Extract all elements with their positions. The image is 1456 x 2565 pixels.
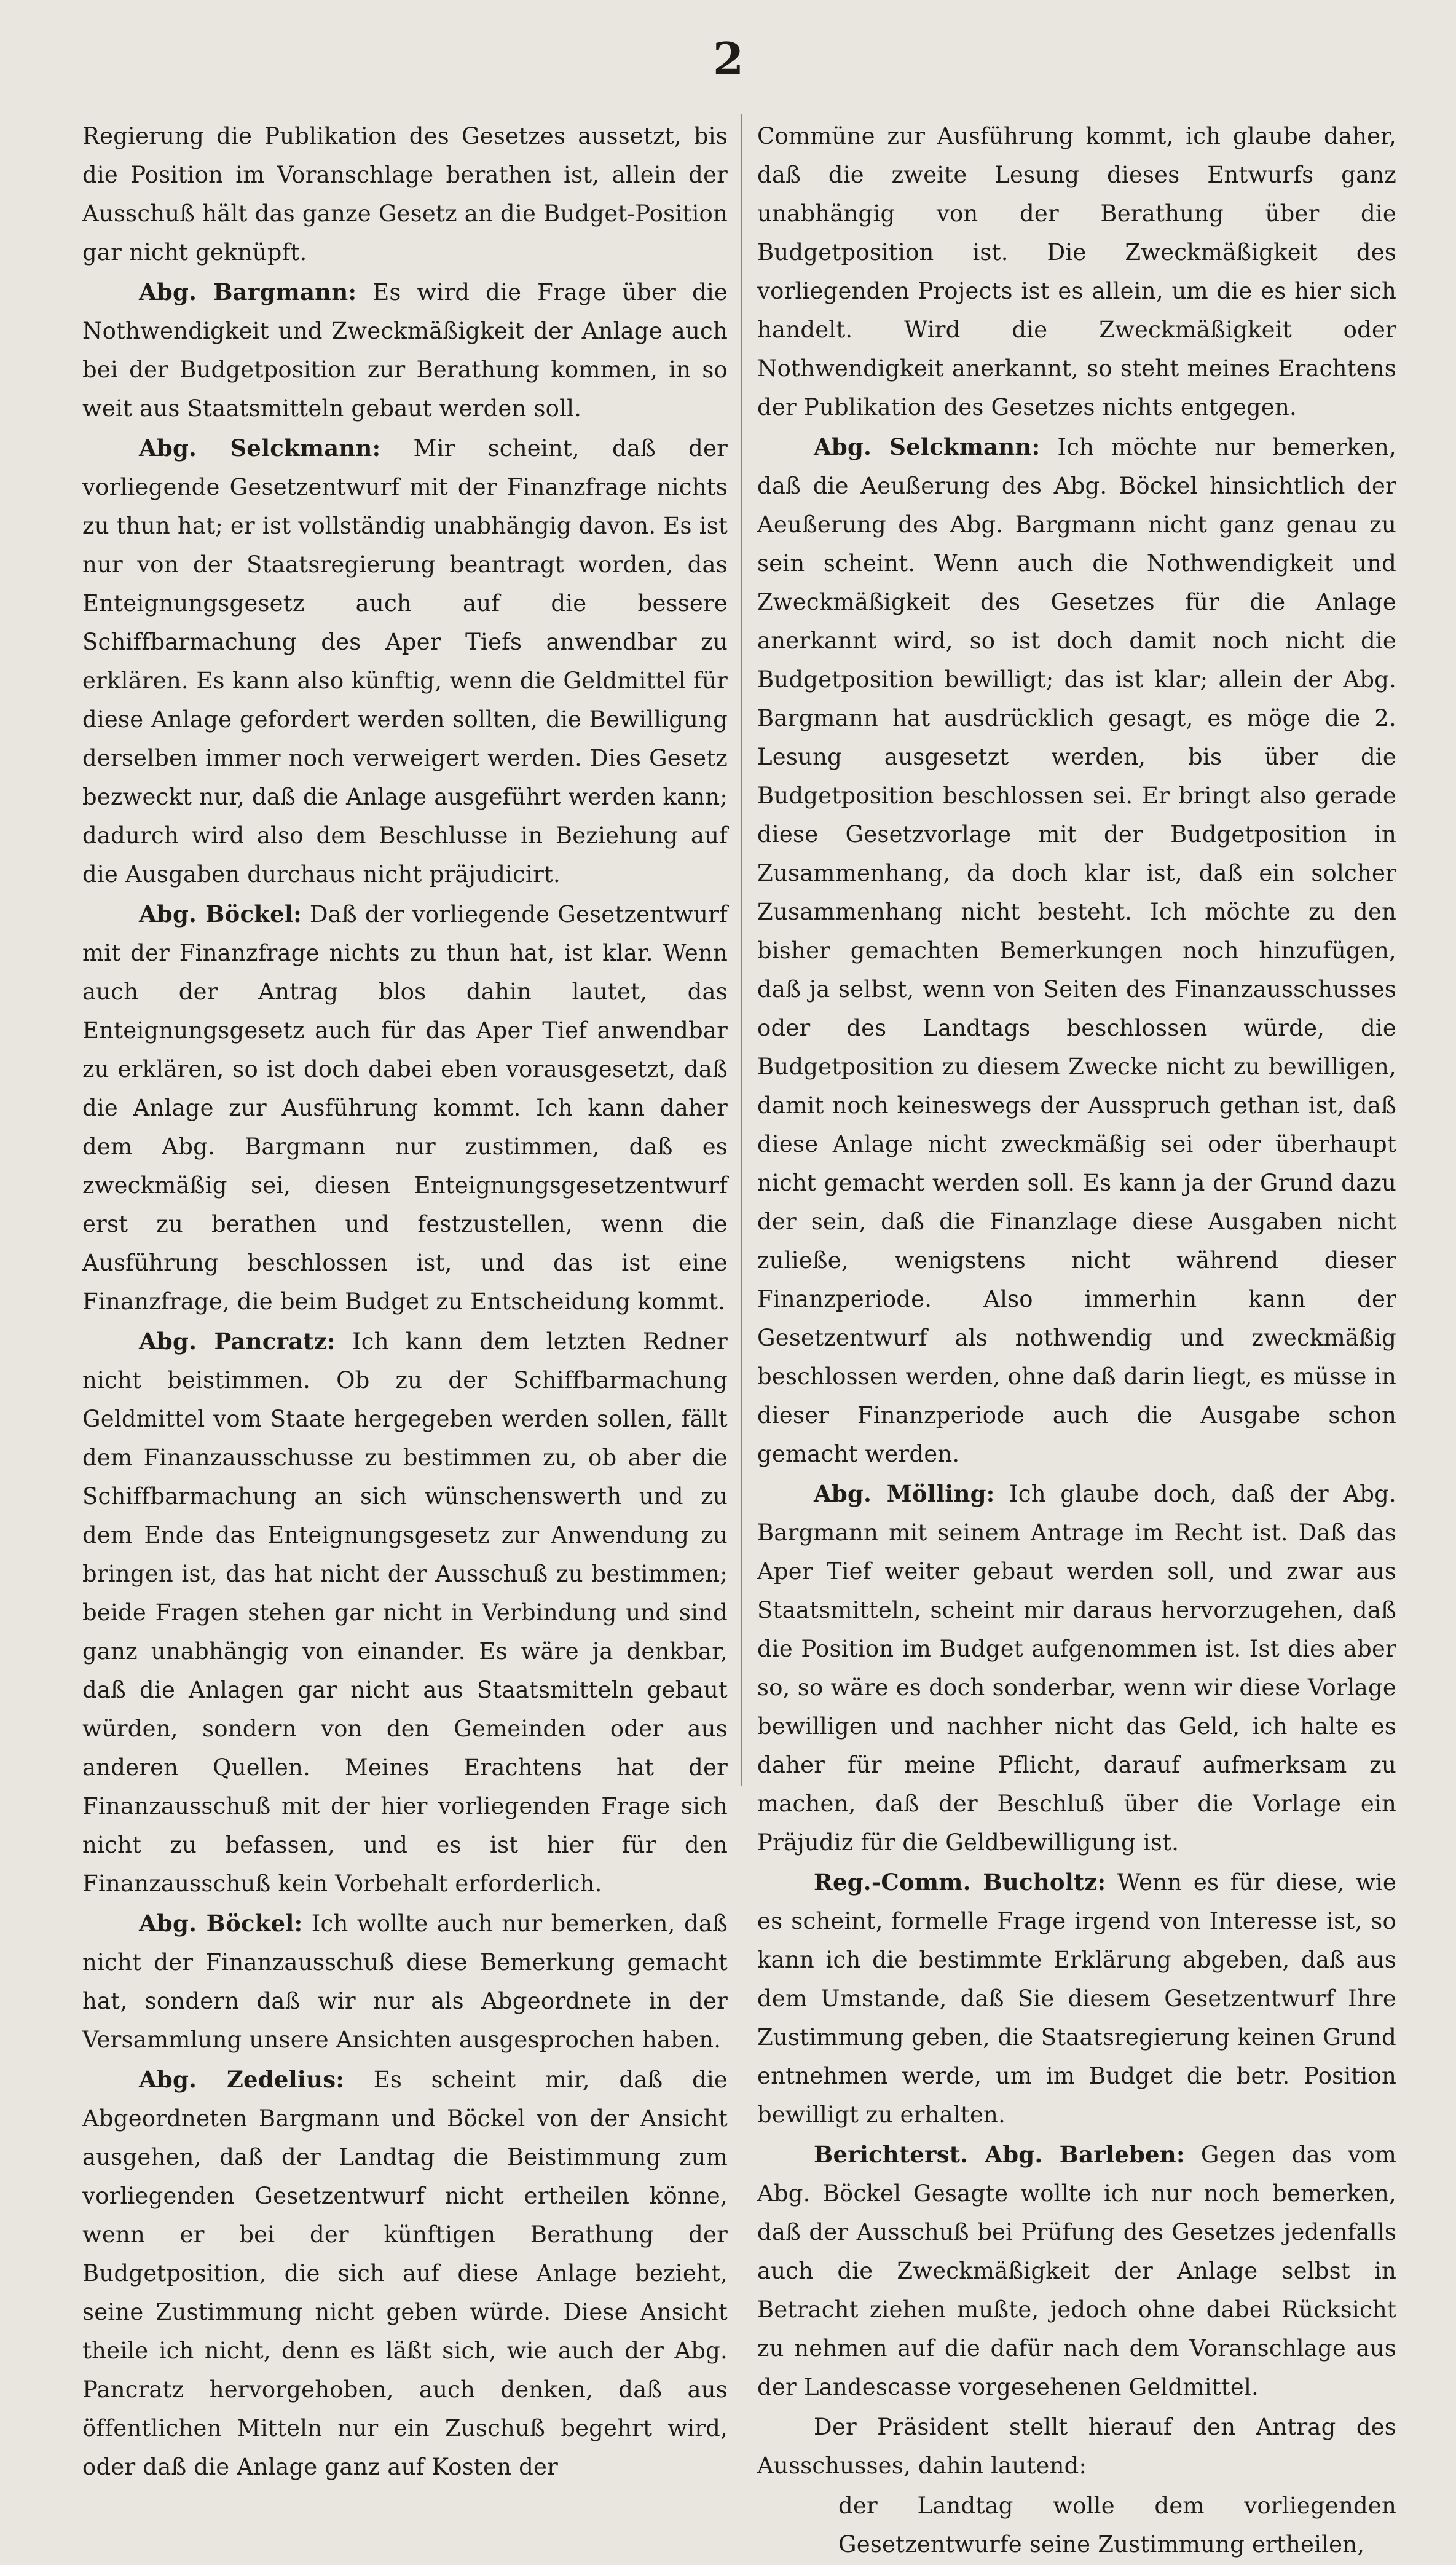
speaker-name: Abg. Selckmann: (814, 433, 1041, 460)
paragraph-text: der Landtag wolle dem vorliegenden Gesetzentwurfe seine Zustimmung ertheilen, (838, 2492, 1396, 2558)
paragraph-text: Regierung die Publikation des Gesetzes aussetzt, bis die Position im Voranschlage berathen ist, allein der Ausschuß hält das ganze Gesetz an die Budget-Position gar nicht geknüpft. (82, 123, 728, 266)
speech-paragraph (82, 1322, 728, 1903)
speaker-name: Reg.-Comm. Bucholtz: (814, 1869, 1106, 1896)
paragraph-text: Gegen das vom Abg. Böckel Gesagte wollte ich nur noch bemerken, daß der Ausschuß bei Prüfung des Gesetzes jedenfalls auch die Zweckmäßigkeit der Anlage selbst in Betracht ziehen mußte, jedoch ohne dabei Rücksicht zu nehmen auf die dafür nach dem Voranschlage aus der Landescasse vorgesehenen Geldmittel. (757, 2141, 1397, 2400)
right-column (757, 117, 1396, 2565)
paragraph-text: Es wird die Frage über die Nothwendigkeit und Zweckmäßigkeit der Anlage auch bei der Budgetposition zur Berathung kommen, in so weit aus Staatsmitteln gebaut werden soll. (82, 279, 728, 422)
speech-paragraph (82, 1904, 728, 2059)
speaker-name: Abg. Böckel: (139, 1910, 303, 1937)
left-column (82, 117, 728, 2488)
speech-paragraph (82, 2060, 728, 2486)
speech-paragraph (757, 428, 1396, 1473)
paragraph-text: Ich möchte nur bemerken, daß die Aeußerung des Abg. Böckel hinsichtlich der Aeußerung des Abg. Bargmann nicht ganz genau zu sein scheint. Wenn auch die Nothwendigkeit und Zweckmäßigkeit des Gesetzes für die Anlage anerkannt wird, so ist doch damit noch nicht die Budgetposition bewilligt; das ist klar; allein der Abg. Bargmann hat ausdrücklich gesagt, es möge die 2. Lesung ausgesetzt werden, bis über die Budgetposition beschlossen sei. Er bringt also gerade diese Gesetzvorlage mit der Budgetposition in Zusammenhang, da doch klar ist, daß ein solcher Zusammenhang nicht besteht. Ich möchte zu den bisher gemachten Bemerkungen noch hinzufügen, daß ja selbst, wenn von Seiten des Finanzausschusses oder des Landtags beschlossen würde, die Budgetposition zu diesem Zwecke nicht zu bewilligen, damit noch keineswegs der Ausspruch gethan ist, daß diese Anlage nicht zweckmäßig sei oder überhaupt nicht gemacht werden soll. Es kann ja der Grund dazu der sein, daß die Finanzlage diese Ausgaben nicht zuließe, wenigstens nicht während dieser Finanzperiode. Also immerhin kann der Gesetzentwurf als nothwendig und zweckmäßig beschlossen werden, ohne daß darin liegt, es müsse in dieser Finanzperiode auch die Ausgabe schon gemacht werden. (757, 434, 1396, 1467)
speaker-name: Abg. Zedelius: (139, 2066, 345, 2093)
speaker-name: Abg. Selckmann: (139, 435, 381, 462)
speech-paragraph (82, 273, 728, 428)
speech-paragraph (82, 895, 728, 1321)
motion-text (757, 2486, 1396, 2564)
speaker-name: Berichterst. Abg. Barleben: (814, 2141, 1185, 2168)
column-divider (741, 114, 742, 1786)
paragraph-text: Commüne zur Ausführung kommt, ich glaube daher, daß die zweite Lesung dieses Entwurfs ganz unabhängig von der Berathung über die Budgetposition ist. Die Zweckmäßigkeit des vorliegenden Projects ist es allein, um die es hier sich handelt. Wird die Zweckmäßigkeit oder Nothwendigkeit anerkannt, so steht meines Erachtens der Publikation des Gesetzes nichts entgegen. (757, 123, 1396, 420)
paragraph-text: Ich glaube doch, daß der Abg. Bargmann mit seinem Antrage im Recht ist. Daß das Aper Tief weiter gebaut werden soll, und zwar aus Staatsmitteln, scheint mir daraus hervorzugehen, daß die Position im Budget aufgenommen ist. Ist dies aber so, so wäre es doch sonderbar, wenn wir diese Vorlage bewilligen und nachher nicht das Geld, ich halte es daher für meine Pflicht, darauf aufmerksam zu machen, daß der Beschluß über die Vorlage ein Präjudiz für die Geldbewilligung ist. (757, 1481, 1396, 1856)
paragraph-text: Ich kann dem letzten Redner nicht beistimmen. Ob zu der Schiffbarmachung Geldmittel vom Staate hergegeben werden sollen, fällt dem Finanzausschusse zu bestimmen zu, ob aber die Schiffbarmachung an sich wünschenswerth und zu dem Ende das Enteignungsgesetz zur Anwendung zu bringen ist, das hat nicht der Ausschuß zu bestimmen; beide Fragen stehen gar nicht in Verbindung und sind ganz unabhängig von einander. Es wäre ja denkbar, daß die Anlagen gar nicht aus Staatsmitteln gebaut würden, sondern von den Gemeinden oder aus anderen Quellen. Meines Erachtens hat der Finanzausschuß mit der hier vorliegenden Frage sich nicht zu befassen, und es ist hier für den Finanzausschuß kein Vorbehalt erforderlich. (82, 1328, 728, 1897)
speaker-name: Abg. Pancratz: (139, 1328, 336, 1355)
paragraph-text: Ich wollte auch nur bemerken, daß nicht der Finanzausschuß diese Bemerkung gemacht hat, sondern daß wir nur als Abgeordnete in der Versammlung unsere Ansichten ausgesprochen haben. (82, 1910, 728, 2053)
speech-paragraph (82, 429, 728, 894)
page-number: 2 (712, 33, 744, 85)
paragraph-continuation (757, 117, 1396, 427)
speaker-name: Abg. Mölling: (814, 1480, 995, 1507)
paragraph (757, 2408, 1396, 2485)
paragraph-text: Daß der vorliegende Gesetzentwurf mit der Finanzfrage nichts zu thun hat, ist klar. Wenn auch der Antrag blos dahin lautet, das Enteignungsgesetz auch für das Aper Tief anwendbar zu erklären, so ist doch dabei eben vorausgesetzt, daß die Anlage zur Ausführung kommt. Ich kann daher dem Abg. Bargmann nur zustimmen, daß es zweckmäßig sei, diesen Enteignungsgesetzentwurf erst zu berathen und festzustellen, wenn die Ausführung beschlossen ist, und das ist eine Finanzfrage, die beim Budget zu Entscheidung kommt. (82, 901, 728, 1315)
paragraph-text: Es scheint mir, daß die Abgeordneten Bargmann und Böckel von der Ansicht ausgehen, daß der Landtag die Beistimmung zum vorliegenden Gesetzentwurf nicht ertheilen könne, wenn er bei der künftigen Berathung der Budgetposition, die sich auf diese Anlage bezieht, seine Zustimmung nicht geben würde. Diese Ansicht theile ich nicht, denn es läßt sich, wie auch der Abg. Pancratz hervorgehoben, auch denken, daß aus öffentlichen Mitteln nur ein Zuschuß begehrt wird, oder daß die Anlage ganz auf Kosten der (82, 2067, 728, 2480)
speaker-name: Abg. Böckel: (139, 900, 302, 928)
speech-paragraph (757, 1475, 1396, 1862)
speech-paragraph (757, 1863, 1396, 2134)
paragraph-text: Wenn es für diese, wie es scheint, formelle Frage irgend von Interesse ist, so kann ich die bestimmte Erklärung abgeben, daß aus dem Umstande, daß Sie diesem Gesetzentwurf Ihre Zustimmung geben, die Staatsregierung keinen Grund entnehmen werde, um im Budget die betr. Position bewilligt zu erhalten. (757, 1869, 1397, 2128)
speech-paragraph (757, 2135, 1396, 2406)
paragraph-text: Der Präsident stellt hierauf den Antrag des Ausschusses, dahin lautend: (757, 2414, 1396, 2479)
speaker-name: Abg. Bargmann: (139, 278, 357, 305)
paragraph-continuation (82, 117, 728, 272)
paragraph-text: Mir scheint, daß der vorliegende Gesetzentwurf mit der Finanzfrage nichts zu thun hat; er ist vollständig unabhängig davon. Es ist nur von der Staatsregierung beantragt worden, das Enteignungsgesetz auch auf die bessere Schiffbarmachung des Aper Tiefs anwendbar zu erklären. Es kann also künftig, wenn die Geldmittel für diese Anlage gefordert werden sollten, die Bewilligung derselben immer noch verweigert werden. Dies Gesetz bezweckt nur, daß die Anlage ausgeführt werden kann; dadurch wird also dem Beschlusse in Beziehung auf die Ausgaben durchaus nicht präjudicirt. (82, 435, 728, 888)
